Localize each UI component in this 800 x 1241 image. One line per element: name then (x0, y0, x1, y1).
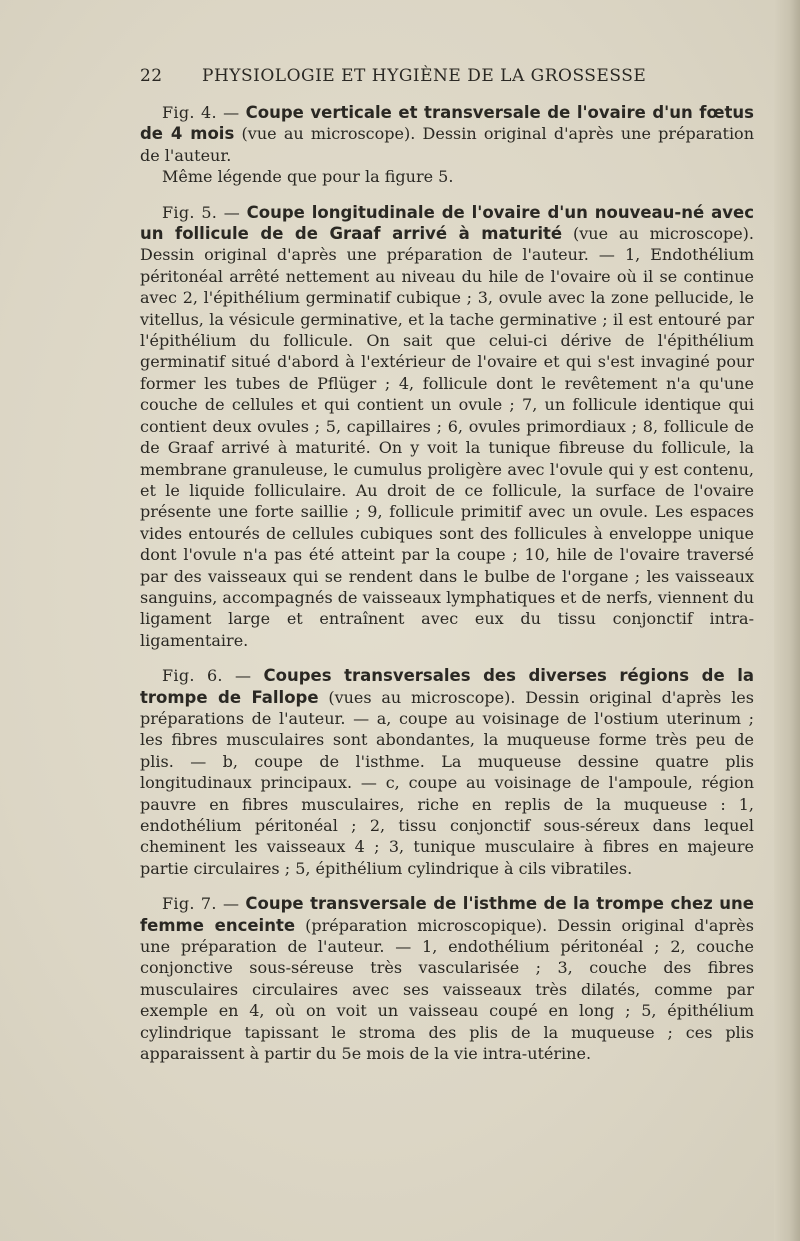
figure-label: Fig. 5. — (162, 202, 247, 222)
figure-text: (vue au microscope). Dessin original d'après une préparation de l'auteur. (140, 124, 754, 165)
figure-title: Coupe longitudinale de l'ovaire d'un nouveau-né avec un follicule de de Graaf arrivé à maturité (140, 202, 754, 244)
caption-fig-6 (140, 665, 754, 879)
caption-fig-4-note: Même légende que pour la figure 5. (162, 167, 454, 187)
figure-captions (140, 102, 754, 1064)
paragraph-gap (140, 188, 754, 202)
caption-fig-5 (140, 202, 754, 652)
running-title: PHYSIOLOGIE ET HYGIÈNE DE LA GROSSESSE (202, 66, 647, 86)
figure-title: Coupe verticale et transversale de l'ovaire d'un fœtus de 4 mois (140, 103, 754, 144)
running-header (140, 66, 760, 90)
page-edge (774, 0, 800, 1241)
figure-title: Coupes transversales des diverses régions de la trompe de Fallope (140, 666, 754, 707)
paragraph-gap (140, 879, 754, 893)
figure-text: (vue au microscope). Dessin original d'après une préparation de l'auteur. — 1, Endothélium péritonéal arrêté nettement au niveau du hile de l'ovaire où il se continue avec 2, l'épithélium germinatif cubique ; 3, ovule avec la zone pellucide, le vitellus, la vésicule germinative, et la tache germinative ; il est entouré par l'épithélium du follicule. On sait que celui-ci dérive de l'épithélium germinatif situé d'abord à l'extérieur de l'ovaire et qui s'est invaginé pour former les tubes de Pflüger ; 4, follicule dont le revêtement n'a qu'une couche de cellules et qui contient un ovule ; 7, un follicule identique qui contient deux ovules ; 5, capillaires ; 6, ovules primordiaux ; 8, follicule de de Graaf arrivé à maturité. On y voit la tunique fibreuse du follicule, la membrane granuleuse, le cumulus proligère avec l'ovule qui y est contenu, et le liquide folliculaire. Au droit de ce follicule, la surface de l'ovaire présente une forte saillie ; 9, follicule primitif avec un ovule. Les espaces vides entourés de cellules cubiques sont des follicules à enveloppe unique dont l'ovule n'a pas été atteint par la coupe ; 10, hile de l'ovaire traversé par des vaisseaux qui se rendent dans le bulbe de l'organe ; les vaisseaux sanguins, accompagnés de vaisseaux lymphatiques et de nerfs, viennent du ligament large et entraînent avec eux du tissu conjonctif intra-ligamentaire. (140, 224, 754, 650)
caption-fig-7 (140, 893, 754, 1064)
figure-text: (vues au microscope). Dessin original d'après les préparations de l'auteur. — a, coupe au voisinage de l'ostium uterinum ; les fibres musculaires sont abondantes, la muqueuse forme très peu de plis. — b, coupe de l'isthme. La muqueuse dessine quatre plis longitudinaux principaux. — c, coupe au voisinage de l'ampoule, région pauvre en fibres musculaires, riche en replis de la muqueuse : 1, endothélium péritonéal ; 2, tissu conjonctif sous-séreux dans lequel cheminent les vaisseaux 4 ; 3, tunique musculaire à fibres en majeure partie circulaires ; 5, épithélium cylindrique à cils vibratiles. (140, 687, 754, 878)
page-number: 22 (140, 66, 163, 86)
figure-label: Fig. 4. — (162, 103, 246, 122)
figure-text: (préparation microscopique). Dessin original d'après une préparation de l'auteur. — 1, endothélium péritonéal ; 2, couche conjonctive sous-séreuse très vascularisée ; 3, couche des fibres musculaires circulaires avec ses vaisseaux très dilatés, comme par exemple en 4, où on voit un vaisseau coupé en long ; 5, épithélium cylindrique tapissant le stroma des plis de la muqueuse ; ces plis apparaissent à partir du 5e mois de la vie intra-utérine. (140, 915, 754, 1064)
paragraph-gap (140, 651, 754, 665)
caption-fig-4 (140, 102, 754, 166)
figure-label: Fig. 7. — (162, 894, 246, 914)
figure-title: Coupe transversale de l'isthme de la trompe chez une femme enceinte (140, 894, 754, 935)
figure-label: Fig. 6. — (162, 666, 264, 686)
